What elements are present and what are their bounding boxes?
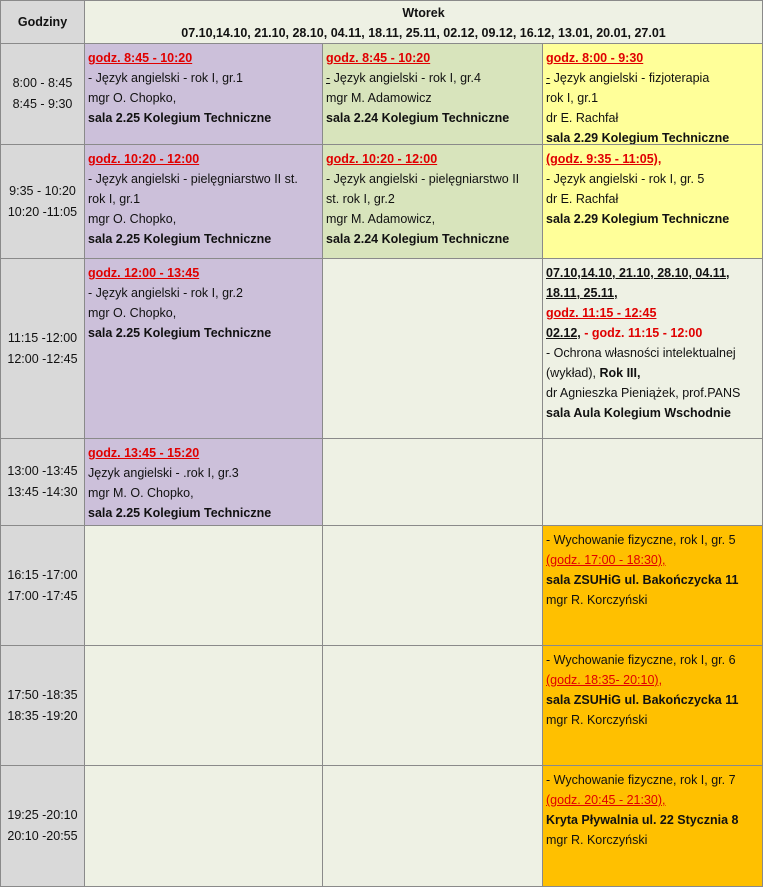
class-room: sala 2.25 Kolegium Techniczne xyxy=(88,232,272,246)
class-room: sala 2.29 Kolegium Techniczne xyxy=(546,212,730,226)
class-time: (godz. 9:35 - 11:05), xyxy=(546,152,662,166)
class-subject: - Wychowanie fizyczne, rok I, gr. 7 xyxy=(546,773,736,787)
time-end: 13:45 -14:30 xyxy=(7,485,78,499)
time-start: 13:00 -13:45 xyxy=(7,464,78,478)
time-start: 8:00 - 8:45 xyxy=(12,76,73,90)
day-dates: 07.10,14.10, 21.10, 28.10, 04.11, 18.11, 25.11, 02.12, 09.12, 16.12, 13.01, 20.01, 27.01 xyxy=(181,26,666,40)
time-end: 20:10 -20:55 xyxy=(7,829,78,843)
class-cell xyxy=(323,145,543,259)
time-start: 19:25 -20:10 xyxy=(7,808,78,822)
class-subject: Język angielski - rok I, gr.4 xyxy=(330,71,481,85)
class-time: (godz. 17:00 - 18:30), xyxy=(546,553,666,567)
empty-cell xyxy=(543,439,763,526)
time-slot-5 xyxy=(0,526,85,646)
empty-cell xyxy=(323,526,543,646)
class-teacher: mgr R. Korczyński xyxy=(546,593,648,607)
class-type: (wykład), xyxy=(546,366,600,380)
class-group: st. rok I, gr.2 xyxy=(326,192,395,206)
class-dates: 07.10,14.10, 21.10, 28.10, 04.11, xyxy=(546,266,730,280)
class-group: rok I, gr.1 xyxy=(88,192,141,206)
class-time: (godz. 20:45 - 21:30), xyxy=(546,793,666,807)
class-dash: - xyxy=(326,71,331,85)
class-time: godz. 12:00 - 13:45 xyxy=(88,266,200,280)
class-cell xyxy=(323,44,543,145)
day-title: Wtorek xyxy=(402,6,445,20)
class-time: godz. 8:45 - 10:20 xyxy=(326,51,431,65)
class-room: sala 2.25 Kolegium Techniczne xyxy=(88,326,272,340)
class-cell xyxy=(85,44,323,145)
class-teacher: dr E. Rachfał xyxy=(546,192,619,206)
empty-cell xyxy=(85,646,323,766)
class-subject: - Język angielski - rok I, gr. 5 xyxy=(546,172,705,186)
class-room: sala 2.25 Kolegium Techniczne xyxy=(88,111,272,125)
class-room: sala 2.25 Kolegium Techniczne xyxy=(88,506,272,520)
class-year: Rok III, xyxy=(599,366,641,380)
time-end: 17:00 -17:45 xyxy=(7,588,78,603)
day-header xyxy=(85,0,763,44)
empty-cell xyxy=(85,766,323,887)
empty-cell xyxy=(323,439,543,526)
class-group: rok I, gr.1 xyxy=(546,91,599,105)
class-cell xyxy=(85,145,323,259)
empty-cell xyxy=(323,646,543,766)
class-time: godz. 10:20 - 12:00 xyxy=(326,152,438,166)
time-start: 11:15 -12:00 xyxy=(7,330,78,345)
class-teacher: mgr M. Adamowicz, xyxy=(326,212,436,226)
class-subject: - Ochrona własności intelektualnej xyxy=(546,346,736,360)
time-start: 16:15 -17:00 xyxy=(7,567,78,582)
empty-cell xyxy=(323,259,543,439)
class-date: 02.12, xyxy=(546,326,581,340)
class-teacher: dr Agnieszka Pieniążek, prof.PANS xyxy=(546,386,741,400)
time-start: 17:50 -18:35 xyxy=(7,687,78,702)
class-dates: 18.11, 25.11, xyxy=(546,286,618,300)
class-subject: - Wychowanie fizyczne, rok I, gr. 5 xyxy=(546,533,736,547)
class-cell xyxy=(543,259,763,439)
class-room: sala 2.24 Kolegium Techniczne xyxy=(326,232,510,246)
class-teacher: mgr M. O. Chopko, xyxy=(88,486,194,500)
class-room: sala ZSUHiG ul. Bakończycka 11 xyxy=(546,573,739,587)
class-cell xyxy=(543,526,763,646)
time-end: 12:00 -12:45 xyxy=(7,351,78,366)
time-end: 18:35 -19:20 xyxy=(7,708,78,723)
time-slot-4 xyxy=(0,439,85,526)
class-room: sala ZSUHiG ul. Bakończycka 11 xyxy=(546,693,739,707)
class-time: godz. 8:00 - 9:30 xyxy=(546,51,644,65)
empty-cell xyxy=(323,766,543,887)
class-teacher: mgr O. Chopko, xyxy=(88,212,177,226)
class-room: sala 2.24 Kolegium Techniczne xyxy=(326,111,510,125)
hours-header-label: Godziny xyxy=(17,15,68,29)
class-teacher: mgr R. Korczyński xyxy=(546,713,648,727)
class-teacher: mgr M. Adamowicz xyxy=(326,91,432,105)
time-end: 10:20 -11:05 xyxy=(7,204,78,219)
class-room: Kryta Pływalnia ul. 22 Stycznia 8 xyxy=(546,813,739,827)
class-time: godz. 11:15 - 12:00 xyxy=(591,326,703,340)
class-time: godz. 11:15 - 12:45 xyxy=(546,306,657,320)
class-room: sala Aula Kolegium Wschodnie xyxy=(546,406,731,420)
time-slot-3 xyxy=(0,259,85,439)
class-dash: - xyxy=(546,71,551,85)
hours-header xyxy=(0,0,85,44)
time-slot-6 xyxy=(0,646,85,766)
time-slot-7 xyxy=(0,766,85,887)
class-subject: - Język angielski - pielęgniarstwo II xyxy=(326,172,520,186)
class-time: godz. 8:45 - 10:20 xyxy=(88,51,193,65)
class-time: (godz. 18:35- 20:10), xyxy=(546,673,663,687)
class-cell xyxy=(543,766,763,887)
class-subject: Język angielski - fizjoterapia xyxy=(550,71,710,85)
empty-cell xyxy=(85,526,323,646)
class-time: godz. 13:45 - 15:20 xyxy=(88,446,200,460)
class-teacher: mgr O. Chopko, xyxy=(88,91,177,105)
class-subject: Język angielski - .rok I, gr.3 xyxy=(88,466,239,480)
class-time: godz. 10:20 - 12:00 xyxy=(88,152,200,166)
class-subject: - Wychowanie fizyczne, rok I, gr. 6 xyxy=(546,653,736,667)
class-teacher: dr E. Rachfał xyxy=(546,111,619,125)
class-room: sala 2.29 Kolegium Techniczne xyxy=(546,131,730,145)
class-teacher: mgr O. Chopko, xyxy=(88,306,177,320)
class-cell xyxy=(543,145,763,259)
time-end: 8:45 - 9:30 xyxy=(12,97,73,111)
class-subject: - Język angielski - rok I, gr.1 xyxy=(88,71,243,85)
class-teacher: mgr R. Korczyński xyxy=(546,833,648,847)
class-cell xyxy=(543,646,763,766)
class-cell xyxy=(85,259,323,439)
class-cell xyxy=(543,44,763,145)
class-subject: - Język angielski - pielęgniarstwo II st. xyxy=(88,172,298,186)
time-start: 9:35 - 10:20 xyxy=(9,183,76,198)
time-slot-1 xyxy=(0,44,85,145)
class-separator: - xyxy=(580,326,592,340)
class-subject: - Język angielski - rok I, gr.2 xyxy=(88,286,243,300)
time-slot-2 xyxy=(0,145,85,259)
class-cell xyxy=(85,439,323,526)
